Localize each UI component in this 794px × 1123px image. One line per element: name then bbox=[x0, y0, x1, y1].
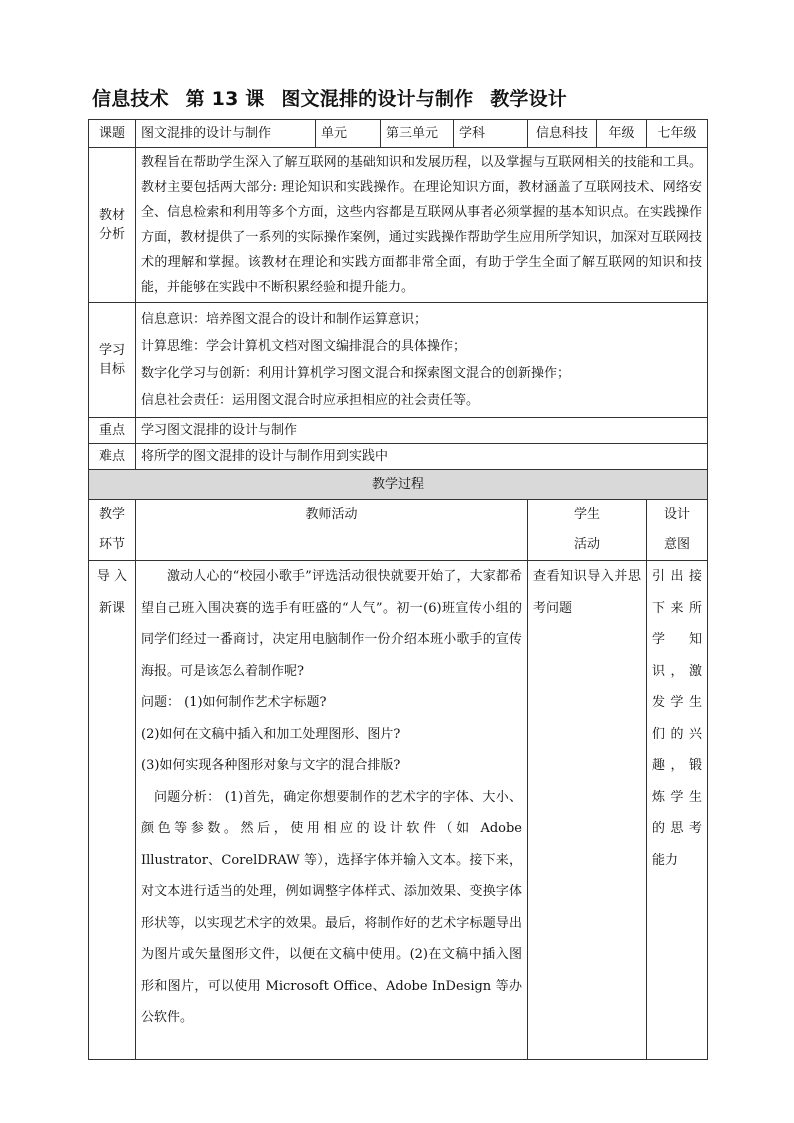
unit-label: 单元 bbox=[316, 120, 381, 148]
goals-row bbox=[89, 303, 708, 418]
subject-label: 学科 bbox=[454, 120, 528, 148]
col-student-line-2: 活动 bbox=[573, 537, 600, 552]
key-point-label: 重点 bbox=[89, 418, 136, 444]
student-activity-text: 查看知识导入并思考问题 bbox=[533, 569, 641, 616]
stage-cell bbox=[89, 561, 136, 1060]
process-intro-row bbox=[89, 561, 708, 1060]
col-stage-line-1: 教学 bbox=[98, 507, 125, 522]
title-part-lesson-name: 图文混排的设计与制作 bbox=[281, 88, 474, 110]
col-teacher-header: 教师活动 bbox=[136, 500, 528, 561]
process-header-row bbox=[89, 470, 708, 500]
analysis-label bbox=[89, 148, 136, 303]
student-activity bbox=[528, 561, 647, 1060]
analysis-text: 教程旨在帮助学生深入了解互联网的基础知识和发展历程，以及掌握与互联网相关的技能和工具。教材主要包括两大部分: 理论知识和实践操作。在理论知识方面，教材涵盖了互联网技术、网络安全、信息检索和利用等多个方面，这些内容都是互联网从事者必须掌握的基本知识点。在实践操作方面，教材提供了一系列的实际操作案例，通过实践操作帮助学生应用所学知识，加深对互联网技术的理解和掌握。该教材在理论和实践方面都非常全面，有助于学生全面了解互联网的知识和技能，并能够在实践中不断积累经验和提升能力。 bbox=[136, 148, 708, 303]
goals-label bbox=[89, 303, 136, 418]
info-row bbox=[89, 120, 708, 148]
goals-list bbox=[136, 303, 708, 418]
title-part-doc-type: 教学设计 bbox=[490, 88, 567, 110]
subject-value: 信息科技 bbox=[528, 120, 597, 148]
stage-line-2: 新课 bbox=[98, 600, 125, 616]
lesson-label: 课题 bbox=[89, 120, 136, 148]
goals-label-line-2: 目标 bbox=[98, 362, 125, 377]
col-student-header bbox=[528, 500, 647, 561]
col-stage-line-2: 环节 bbox=[98, 537, 125, 552]
difficulty-label: 难点 bbox=[89, 444, 136, 470]
process-header: 教学过程 bbox=[89, 470, 708, 500]
teacher-paragraph: 激动人心的“校园小歌手”评选活动很快就要开始了，大家都希望自己班入围决赛的选手有旺盛的“人气”。初一(6)班宣传小组的同学们经过一番商讨，决定用电脑制作一份介绍本班小歌手的宣传海报。可是该怎么着制作呢? bbox=[141, 569, 522, 679]
stage-line-1: 导 入 bbox=[96, 569, 128, 584]
goal-item: 信息意识：培养图文混合的设计和制作运算意识； bbox=[141, 312, 428, 327]
col-design-header bbox=[647, 500, 708, 561]
col-student-line-1: 学生 bbox=[573, 507, 600, 522]
teacher-paragraph: 问题： (1)如何制作艺术字标题? bbox=[141, 695, 327, 710]
col-design-line-1: 设计 bbox=[663, 507, 690, 522]
col-design-line-2: 意图 bbox=[663, 537, 690, 552]
col-stage-header bbox=[89, 500, 136, 561]
goals-label-line-1: 学习 bbox=[98, 342, 125, 358]
design-intent bbox=[647, 561, 708, 1060]
teacher-paragraph: (2)如何在文稿中插入和加工处理图形、图片? bbox=[141, 726, 401, 742]
process-columns-row bbox=[89, 500, 708, 561]
grade-label: 年级 bbox=[597, 120, 647, 148]
key-point-value: 学习图文混排的设计与制作 bbox=[136, 418, 708, 444]
analysis-label-line-2: 分析 bbox=[98, 227, 125, 242]
lesson-value: 图文混排的设计与制作 bbox=[136, 120, 316, 148]
unit-value: 第三单元 bbox=[381, 120, 454, 148]
key-point-row bbox=[89, 418, 708, 444]
teacher-paragraph: (3)如何实现各种图形对象与文字的混合排版? bbox=[141, 758, 401, 773]
goal-item: 数字化学习与创新：利用计算机学习图文混合和探索图文混合的创新操作； bbox=[141, 366, 571, 381]
lesson-plan-frame bbox=[88, 119, 707, 1060]
difficulty-row bbox=[89, 444, 708, 470]
grade-value: 七年级 bbox=[647, 120, 708, 148]
goal-item: 信息社会责任：运用图文混合时应承担相应的社会责任等。 bbox=[141, 393, 480, 408]
analysis-row bbox=[89, 148, 708, 303]
teacher-paragraph: 问题分析： (1)首先，确定你想要制作的艺术字的字体、大小、颜色等参数。然后，使用相应的设计软件（如 Adobe Illustrator、CorelDRAW 等），选择字体并输入文本。接下来，对文本进行适当的处理，例如调整字体样式、添加效果、变换字体形状等，以实现艺术字的效果。最后，将制作好的艺术字标题导出为图片或矢量图形文件，以便在文稿中使用。(2)在文稿中插入图形和图片，可以使用 Microsoft Office、Adobe InDesign 等办公软件。 bbox=[141, 789, 522, 1025]
page-title bbox=[92, 84, 577, 111]
difficulty-value: 将所学的图文混排的设计与制作用到实践中 bbox=[136, 444, 708, 470]
title-part-lesson-number: 第 13 课 bbox=[185, 88, 265, 110]
teacher-activity bbox=[136, 561, 528, 1060]
lesson-plan-table bbox=[88, 119, 708, 1060]
design-intent-text: 引出接下来所学知识，激发学生们的兴趣，锻炼学生的思考能力 bbox=[652, 569, 702, 868]
title-part-subject: 信息技术 bbox=[92, 88, 169, 110]
goal-item: 计算思维：学会计算机文档对图文编排混合的具体操作； bbox=[141, 339, 467, 354]
analysis-label-line-1: 教材 bbox=[98, 207, 125, 223]
